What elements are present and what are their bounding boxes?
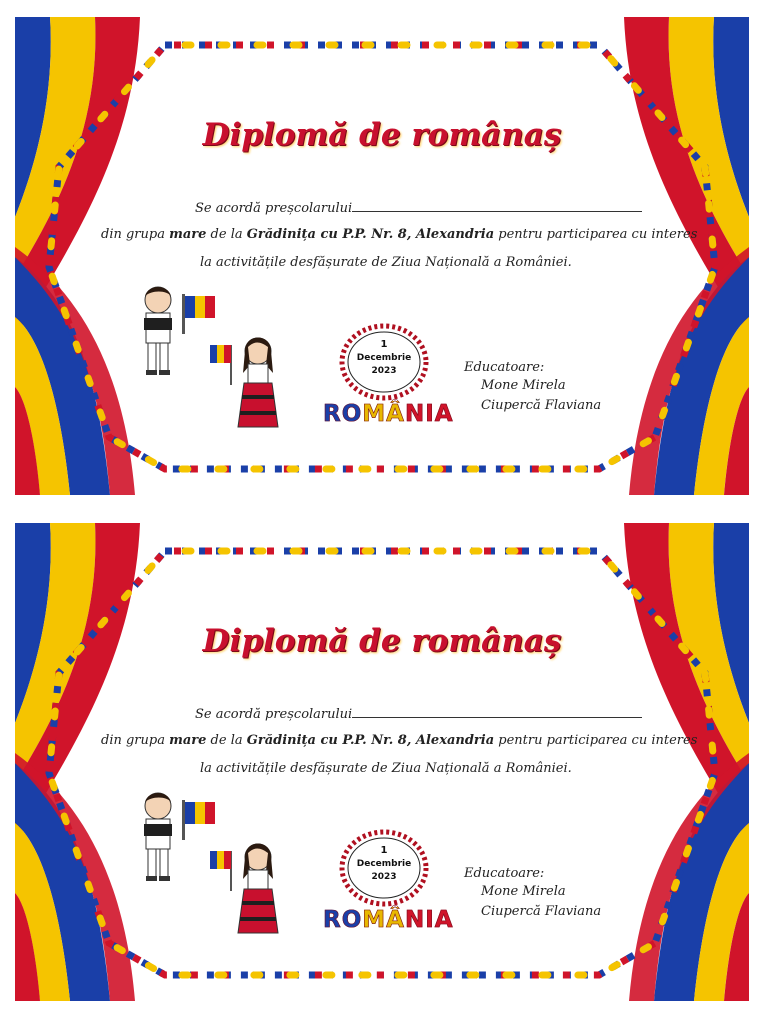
awarded-to-label: Se acordă preșcolarului	[195, 707, 353, 722]
seal-day: 1	[380, 845, 388, 856]
boy-folk-costume-illustration	[130, 788, 220, 888]
romania-wordmark: ROMÂNIA	[323, 401, 454, 427]
diploma-title: Diplomă de românaș	[202, 117, 562, 153]
educators-label: Educatoare:	[464, 866, 545, 881]
educator-name-2: Ciupercă Flaviana	[481, 904, 602, 919]
boy-folk-costume-illustration	[130, 282, 220, 382]
educator-name-1: Mone Mirela	[481, 378, 566, 393]
group-name: mare	[169, 733, 207, 748]
school-name: Grădinița cu P.P. Nr. 8, Alexandria	[246, 733, 495, 748]
left-flag-curtain	[15, 17, 140, 495]
girl-folk-costume-illustration	[210, 335, 290, 435]
group-connector: de la	[206, 733, 247, 748]
seal-year: 2023	[371, 872, 397, 882]
left-flag-curtain	[15, 523, 140, 1001]
seal-month: Decembrie	[356, 353, 412, 363]
right-flag-curtain	[624, 17, 749, 495]
educator-name-2: Ciupercă Flaviana	[481, 398, 602, 413]
awarded-to-line	[195, 705, 642, 722]
seal-year: 2023	[371, 366, 397, 376]
school-name: Grădinița cu P.P. Nr. 8, Alexandria	[246, 227, 495, 242]
group-name: mare	[169, 227, 207, 242]
educator-name-1: Mone Mirela	[481, 884, 566, 899]
awarded-to-line	[195, 199, 642, 216]
diploma-card-1	[15, 17, 749, 495]
right-flag-curtain	[624, 523, 749, 1001]
activity-line: la activitățile desfășurate de Ziua Națională a României.	[200, 255, 572, 270]
participation-text: pentru participarea cu interes	[494, 733, 698, 748]
diploma-card-2	[15, 523, 749, 1001]
group-prefix: din grupa	[101, 227, 170, 242]
participation-text: pentru participarea cu interes	[494, 227, 698, 242]
seal-month: Decembrie	[356, 859, 412, 869]
group-line	[101, 227, 697, 242]
group-line	[101, 733, 697, 748]
girl-folk-costume-illustration	[210, 841, 290, 941]
diploma-title: Diplomă de românaș	[202, 623, 562, 659]
group-prefix: din grupa	[101, 733, 170, 748]
educators-label: Educatoare:	[464, 360, 545, 375]
awarded-to-label: Se acordă preșcolarului	[195, 201, 353, 216]
romania-wordmark: ROMÂNIA	[323, 907, 454, 933]
activity-line: la activitățile desfășurate de Ziua Națională a României.	[200, 761, 572, 776]
name-blank-line	[352, 199, 642, 212]
group-connector: de la	[206, 227, 247, 242]
name-blank-line	[352, 705, 642, 718]
seal-day: 1	[380, 339, 388, 350]
